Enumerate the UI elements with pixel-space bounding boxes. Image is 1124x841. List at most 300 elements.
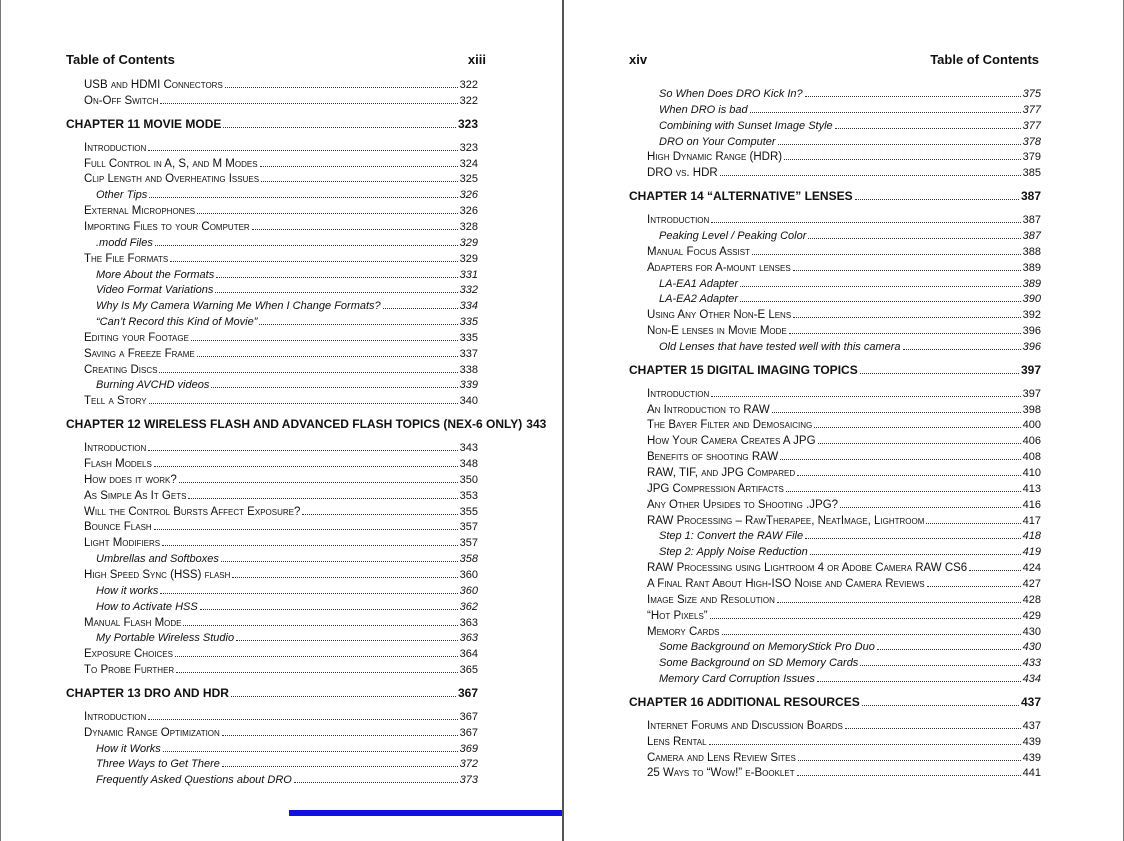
toc-entry-title: Step 1: Convert the RAW File [659,530,804,543]
toc-entry-page: 350 [459,473,478,486]
toc-entry-title: RAW, TIF, and JPG Compared [647,467,796,479]
toc-entry-title: High Dynamic Range (HDR) [647,151,783,164]
dot-leader [778,134,1021,145]
toc-entry-title: DRO vs. HDR [647,167,718,180]
dot-leader [163,741,458,752]
dot-leader [722,624,1021,635]
toc-entry-page: 326 [459,205,478,218]
dot-leader [862,695,1019,706]
dot-leader [170,251,457,262]
dot-leader [236,630,458,641]
dot-leader [877,639,1021,650]
toc-entry[interactable] [647,417,1041,433]
toc-entry-title: RAW Processing using Lightroom 4 or Adobe Camera RAW CS6 [647,562,968,575]
toc-entry-title: Full Control in A, S, and M Modes [84,157,258,170]
toc-entry-page: 335 [459,331,478,344]
toc-entry-page: 392 [1022,309,1041,322]
toc-entry[interactable] [84,646,478,662]
toc-entry[interactable] [84,488,478,504]
toc-entry-page: 372 [459,758,478,771]
toc-entry[interactable] [96,551,478,567]
toc-entry-page: 340 [459,395,478,408]
toc-entry-title: LA-EA1 Adapter [659,277,739,290]
toc-entry[interactable] [659,291,1041,307]
toc-entry-title: USB and HDMI Connectors [84,79,223,91]
toc-entry-page: 437 [1022,719,1041,732]
toc-entry[interactable] [96,235,478,251]
toc-entry-page: 416 [1022,498,1041,511]
dot-leader [175,646,458,657]
dot-leader [710,608,1021,619]
toc-entry[interactable] [84,393,478,409]
toc-entry-page: 387 [1022,229,1041,242]
toc-entry[interactable] [84,504,478,520]
page-number: xiii [467,52,486,67]
toc-entry-title: Introduction [84,710,147,723]
toc-entry[interactable] [84,472,478,488]
toc-entry-page: 385 [1022,167,1041,180]
toc-entry-title: Memory Card Corruption Issues [659,673,815,686]
toc-entry-title: Combining with Sunset Image Style [659,119,833,132]
toc-entry-title: Non-E lenses in Movie Mode [647,325,787,338]
toc-entry[interactable] [84,251,478,267]
toc-entry[interactable] [96,282,478,298]
toc-entry-title: Memory Cards [647,625,720,638]
toc-entry-title: Three Ways to Get There [96,758,220,771]
toc-entry-page: 353 [459,489,478,502]
toc-entry-page: 322 [459,79,478,91]
dot-leader [302,504,457,515]
toc-entry[interactable] [84,662,478,678]
toc-entry[interactable] [659,544,1041,560]
toc-entry-page: 439 [1022,751,1041,764]
toc-entry-title: Lens Rental [647,735,707,748]
toc-entry-page: 365 [459,664,478,677]
toc-entry-page: 377 [1022,119,1041,132]
dot-leader [222,756,458,767]
toc-entry-page: 343 [459,442,478,455]
dot-leader [711,386,1020,397]
dot-leader [211,377,457,388]
dot-leader [926,513,1020,524]
toc-entry-title: My Portable Wireless Studio [96,632,235,645]
dot-leader [845,718,1021,729]
dot-leader [840,497,1021,508]
toc-entry[interactable] [96,756,478,772]
toc-entry-page: 348 [459,458,478,470]
toc-entry-page: 387 [1020,189,1041,204]
toc-entry[interactable] [84,330,478,346]
toc-entry[interactable] [647,734,1041,750]
toc-entry-title: Creating Discs [84,363,158,376]
toc-entry-title: Camera and Lens Review Sites [647,751,796,764]
toc-entry-title: Step 2: Apply Noise Reduction [659,546,808,559]
toc-entry-title: JPG Compression Artifacts [647,482,784,495]
dot-leader [148,440,457,451]
toc-entry-title: Other Tips [96,189,148,202]
dot-leader [750,102,1021,113]
toc-entry-page: 418 [1022,530,1041,543]
toc-entry-page: 367 [457,685,478,700]
dot-leader [789,323,1021,334]
toc-entry-page: 378 [1022,135,1041,148]
dot-leader [860,363,1019,374]
toc-entry-page: 363 [459,616,478,629]
toc-entry-page: 362 [459,600,478,613]
toc-entry-title: CHAPTER 11 MOVIE MODE [66,116,222,131]
toc-entry-title: Introduction [647,387,710,400]
running-title: Table of Contents [66,52,175,67]
toc-entry-page: 429 [1022,609,1041,622]
dot-leader [797,465,1021,476]
dot-leader [188,488,457,499]
toc-entry-page: 439 [1022,735,1041,748]
toc-entry-title: When DRO is bad [659,103,748,116]
toc-entry[interactable] [84,93,478,109]
toc-entry-page: 400 [1022,419,1041,432]
toc-entry-title: How it Works [96,742,161,755]
toc-entry-page: 388 [1022,245,1041,258]
toc-entry-title: Dynamic Range Optimization [84,726,220,739]
toc-entry[interactable] [96,583,478,599]
toc-entry-page: 343 [526,417,547,432]
toc-entry-page: 364 [459,648,478,661]
toc-entry[interactable] [659,86,1041,102]
toc-entry[interactable] [96,741,478,757]
toc-entry-title: Introduction [84,442,147,455]
toc-entry-title: Umbrellas and Softboxes [96,553,219,566]
toc-entry-title: Bounce Flash [84,521,152,534]
toc-entry[interactable] [84,346,478,362]
toc-entry-title: Using Any Other Non-E Lens [647,309,792,322]
toc-entry-title: 25 Ways to “Wow!” e-Booklet [647,767,795,780]
dot-leader [793,307,1020,318]
toc-entry-page: 397 [1020,362,1041,377]
toc-entry-title: To Probe Further [84,664,175,677]
toc-entry-page: 363 [459,632,478,645]
toc-entry-page: 338 [459,363,478,376]
dot-leader [232,567,457,578]
toc-entry-page: 397 [1022,387,1041,400]
toc-chapter-entry[interactable] [66,685,478,701]
toc-chapter-entry[interactable] [66,116,478,132]
toc-entry-title: Some Background on SD Memory Cards [659,657,859,670]
toc-entry-title: RAW Processing – RawTherapee, NeatImage, Lightroom [647,514,925,527]
toc-entry-title: As Simple As It Gets [84,489,187,502]
toc-entry[interactable] [96,314,478,330]
left-page-header [66,52,486,67]
toc-entry[interactable] [647,718,1041,734]
toc-entry-title: External Microphones [84,205,196,218]
toc-entry-title: Burning AVCHD videos [96,379,210,392]
dot-leader [294,772,458,783]
dot-leader [752,244,1021,255]
toc-entry-title: Clip Length and Overheating Issues [84,173,260,186]
dot-leader [159,362,457,373]
toc-entry[interactable] [647,260,1041,276]
dot-leader [740,291,1021,302]
toc-entry-page: 377 [1022,103,1041,116]
toc-entry[interactable] [659,102,1041,118]
toc-entry-title: CHAPTER 13 DRO AND HDR [66,685,229,700]
toc-chapter-entry[interactable] [629,694,1041,710]
toc-entry-page: 410 [1022,467,1041,479]
toc-entry-title: Flash Models [84,458,152,470]
dot-leader [252,219,458,230]
toc-entry[interactable] [659,655,1041,671]
dot-leader [805,86,1021,97]
dot-leader [711,212,1020,223]
toc-entry[interactable] [647,560,1041,576]
toc-entry[interactable] [96,187,478,203]
dot-leader [160,93,457,104]
toc-entry[interactable] [647,576,1041,592]
toc-entry-page: 360 [459,584,478,597]
toc-entry[interactable] [647,497,1041,513]
toc-entry-page: 355 [459,505,478,518]
toc-entry[interactable] [659,118,1041,134]
toc-entry-page: 323 [457,116,478,131]
dot-leader [786,481,1021,492]
toc-entry[interactable] [84,77,478,93]
toc-chapter-entry[interactable] [629,362,1041,378]
dot-leader [215,282,457,293]
toc-entry-page: 430 [1022,641,1041,654]
toc-entry-page: 367 [459,726,478,739]
toc-entry-page: 357 [459,537,478,550]
dot-leader [777,592,1021,603]
toc-entry[interactable] [659,134,1041,150]
dot-leader [183,615,457,626]
toc-entry[interactable] [84,156,478,172]
toc-entry-title: An Introduction to RAW [647,403,770,416]
dot-leader [903,339,1021,350]
toc-entry-page: 389 [1022,277,1041,290]
toc-entry[interactable] [647,765,1041,781]
toc-entry[interactable] [647,465,1041,481]
dot-leader [805,528,1021,539]
toc-entry-title: Light Modifiers [84,537,161,550]
toc-entry[interactable] [84,440,478,456]
toc-entry-title: Manual Flash Mode [84,616,182,629]
toc-entry-title: Introduction [84,141,147,154]
toc-entry[interactable] [659,339,1041,355]
toc-entry-page: 335 [459,316,478,329]
toc-entry[interactable] [647,750,1041,766]
toc-entry-page: 325 [459,173,478,186]
dot-leader [810,544,1021,555]
toc-entry-page: 396 [1022,340,1041,353]
toc-entry[interactable] [84,725,478,741]
dot-leader [772,402,1021,413]
dot-leader [149,187,457,198]
toc-entry-page: 434 [1022,673,1041,686]
dot-leader [179,472,458,483]
toc-entry-page: 424 [1022,562,1041,575]
toc-entry-title: “Can’t Record this Kind of Movie” [96,316,258,329]
dot-leader [261,171,458,182]
dot-leader [780,449,1020,460]
dot-leader [200,599,458,610]
toc-entry-title: LA-EA2 Adapter [659,293,739,306]
toc-entry-page: 428 [1022,593,1041,606]
dot-leader [154,456,458,467]
dot-leader [740,276,1021,287]
dot-leader [221,551,458,562]
toc-entry-page: 328 [459,220,478,233]
toc-entry-title: Benefits of shooting RAW [647,451,779,464]
toc-entry[interactable] [96,772,478,788]
toc-entry-page: 373 [459,774,478,787]
toc-entry-page: 441 [1022,767,1041,780]
toc-entry-title: Frequently Asked Questions about DRO [96,774,292,787]
toc-entry-page: 390 [1022,293,1041,306]
toc-entry[interactable] [84,519,478,535]
toc-entry-title: Introduction [647,214,710,227]
toc-entry[interactable] [647,244,1041,260]
toc-entry-page: 419 [1022,546,1041,559]
toc-entry[interactable] [659,528,1041,544]
toc-entry-page: 339 [459,379,478,392]
toc-entry-page: 334 [459,300,478,313]
toc-chapter-entry[interactable] [629,188,1041,204]
toc-entry-page: 358 [459,553,478,566]
toc-entry[interactable] [96,298,478,314]
toc-entry[interactable] [647,624,1041,640]
toc-entry[interactable] [659,639,1041,655]
toc-entry[interactable] [84,535,478,551]
toc-entry[interactable] [647,513,1041,529]
toc-entry-title: Internet Forums and Discussion Boards [647,719,843,732]
toc-entry-page: 430 [1022,625,1041,638]
toc-entry-page: 417 [1022,514,1041,527]
toc-entry[interactable] [84,171,478,187]
dot-leader [197,346,458,357]
dot-leader [231,686,456,697]
dot-leader [222,725,458,736]
toc-entry-title: How it works [96,584,159,597]
dot-leader [149,393,458,404]
dot-leader [148,140,457,151]
toc-entry-title: So When Does DRO Kick In? [659,88,803,100]
toc-entry[interactable] [647,402,1041,418]
toc-entry-title: A Final Rant About High-ISO Noise and Camera Reviews [647,577,925,590]
toc-entry[interactable] [96,267,478,283]
dot-leader [191,330,458,341]
toc-entry[interactable] [647,165,1041,181]
page-number: xiv [629,52,648,67]
toc-entry[interactable] [96,630,478,646]
toc-entry-page: 433 [1022,657,1041,670]
toc-entry-title: Peaking Level / Peaking Color [659,229,807,242]
toc-entry[interactable] [96,377,478,393]
dot-leader [223,117,456,128]
dot-leader [176,662,457,673]
toc-entry-title: On-Off Switch [84,94,159,107]
dot-leader [927,576,1021,587]
toc-entry-title: Some Background on MemoryStick Pro Duo [659,641,875,654]
toc-entry[interactable] [659,228,1041,244]
dot-leader [709,734,1021,745]
dot-leader [835,118,1021,129]
toc-entry[interactable] [84,140,478,156]
toc-entry[interactable] [647,149,1041,165]
dot-leader [225,77,458,88]
toc-entry-title: CHAPTER 15 DIGITAL IMAGING TOPICS [629,362,858,377]
toc-entry[interactable] [647,481,1041,497]
toc-entry-page: 396 [1022,325,1041,338]
toc-entry-title: Saving a Freeze Frame [84,347,195,360]
toc-entry-page: 427 [1022,577,1041,590]
dot-leader [793,260,1021,271]
toc-entry[interactable] [84,362,478,378]
toc-entry[interactable] [647,212,1041,228]
toc-entry[interactable] [84,709,478,725]
toc-entry[interactable] [84,567,478,583]
toc-entry-page: 329 [459,236,478,249]
toc-entry-title: Editing your Footage [84,331,189,344]
toc-entry[interactable] [647,449,1041,465]
dot-leader [784,149,1021,160]
toc-entry-page: 322 [459,94,478,107]
dot-leader [818,433,1021,444]
toc-entry-title: Manual Focus Assist [647,245,750,258]
toc-entry[interactable] [647,386,1041,402]
toc-entry-title: CHAPTER 16 ADDITIONAL RESOURCES [629,694,860,709]
toc-entry-title: The Bayer Filter and Demosaicing [647,419,813,432]
toc-entry-page: 413 [1022,482,1041,495]
dot-leader [148,709,457,720]
dot-leader [798,750,1021,761]
toc-entry[interactable] [659,276,1041,292]
toc-entry[interactable] [84,456,478,472]
toc-entry-page: 324 [459,157,478,170]
toc-entry-title: The File Formats [84,252,169,265]
toc-entry[interactable] [647,323,1041,339]
toc-entry[interactable] [84,615,478,631]
toc-entry-page: 408 [1022,451,1041,464]
dot-leader [216,267,457,278]
dot-leader [855,189,1019,200]
toc-entry-title: How Your Camera Creates A JPG [647,435,816,448]
toc-entry[interactable] [84,203,478,219]
toc-entry-page: 329 [459,252,478,265]
dot-leader [797,765,1021,776]
toc-entry[interactable] [84,219,478,235]
toc-entry-page: 331 [459,268,478,281]
toc-entry[interactable] [647,608,1041,624]
toc-entry-page: 406 [1022,435,1041,448]
toc-entry[interactable] [659,671,1041,687]
dot-leader [197,203,458,214]
dot-leader [160,583,457,594]
toc-entry-title: CHAPTER 12 WIRELESS FLASH AND ADVANCED FLASH TOPICS (NEX-6 ONLY) [66,417,523,432]
toc-entry-title: Tell a Story [84,395,147,408]
toc-chapter-entry[interactable] [66,416,547,432]
dot-leader [720,165,1021,176]
toc-entry-title: Any Other Upsides to Shooting .JPG? [647,498,839,511]
toc-entry[interactable] [647,433,1041,449]
toc-entry-page: 398 [1022,403,1041,416]
toc-entry[interactable] [647,307,1041,323]
dot-leader [154,519,458,530]
dot-leader [383,298,458,309]
toc-entry[interactable] [96,599,478,615]
toc-entry[interactable] [647,592,1041,608]
running-title: Table of Contents [930,52,1039,67]
toc-entry-title: Video Format Variations [96,284,214,297]
toc-entry-title: High Speed Sync (HSS) flash [84,568,231,581]
